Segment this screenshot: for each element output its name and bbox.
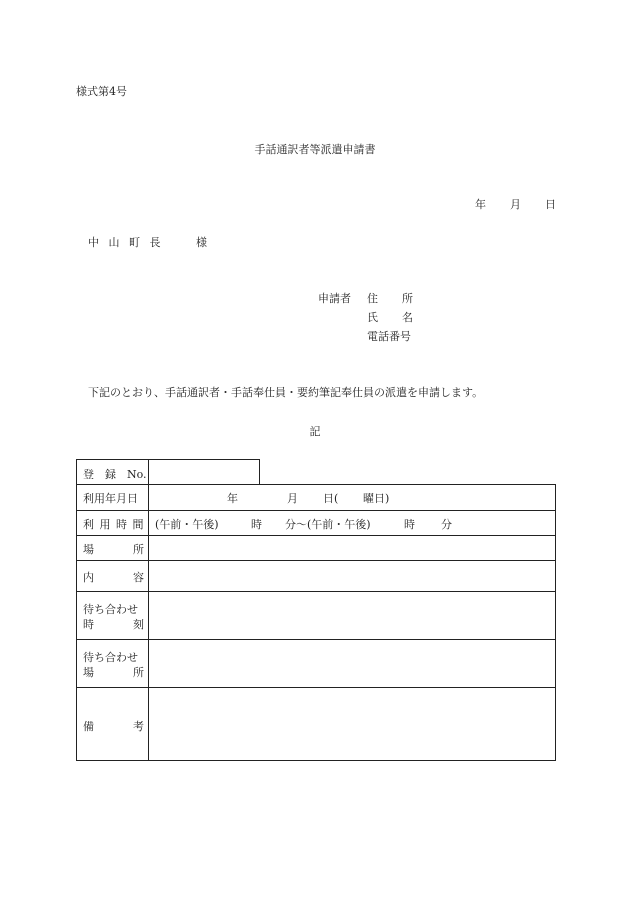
- row-usage-time: [77, 510, 555, 536]
- phone-label: 電話番号: [367, 330, 411, 343]
- meeting-time-label-cell: [77, 592, 149, 640]
- usage-date-label-cell: [77, 485, 149, 510]
- address-label-1: 住: [367, 292, 378, 305]
- place-label-1: 場: [83, 543, 94, 556]
- usage-date-field[interactable]: [149, 485, 555, 510]
- notes-label-cell: [77, 688, 149, 761]
- form-number: 様式第4号: [76, 85, 127, 98]
- registration-number-field[interactable]: [149, 460, 259, 484]
- row-meeting-place: [77, 639, 555, 688]
- applicant-label: 申請者: [318, 292, 351, 305]
- meeting-time-field[interactable]: [149, 592, 555, 640]
- usage-time-min-end: 分: [441, 518, 452, 531]
- row-meeting-time: [77, 591, 555, 640]
- name-label-2: 名: [402, 311, 413, 324]
- name-label-1: 氏: [367, 311, 378, 324]
- request-table: [76, 484, 556, 761]
- place-label-2: 所: [133, 543, 144, 556]
- document-title: 手話通訳者等派遣申請書: [254, 143, 376, 156]
- ki-heading: 記: [309, 425, 321, 438]
- recipient-suffix: 様: [196, 236, 207, 249]
- row-place: [77, 535, 555, 561]
- row-usage-date: [77, 485, 555, 510]
- content-label-cell: [77, 561, 149, 592]
- registration-box: [76, 459, 260, 484]
- meeting-time-label-1: 待ち合わせ: [83, 603, 138, 616]
- usage-time-field[interactable]: [149, 511, 555, 536]
- intro-text: 下記のとおり、手話通訳者・手話奉仕員・要約筆記奉仕員の派遣を申請します。: [88, 386, 484, 399]
- meeting-place-label-cell: [77, 640, 149, 688]
- notes-label-2: 考: [133, 720, 144, 733]
- usage-date-weekday: 曜日): [363, 492, 390, 505]
- notes-field[interactable]: [149, 688, 555, 761]
- usage-time-hour-start: 時: [251, 518, 262, 531]
- meeting-time-label-3: 刻: [133, 618, 144, 631]
- usage-date-month: 月: [287, 492, 298, 505]
- usage-date-year: 年: [227, 492, 238, 505]
- place-label-cell: [77, 536, 149, 561]
- place-field[interactable]: [149, 536, 555, 561]
- content-field[interactable]: [149, 561, 555, 592]
- date-day: 日: [545, 198, 556, 211]
- date-month: 月: [510, 198, 521, 211]
- notes-label-1: 備: [83, 720, 94, 733]
- registration-label-cell: [77, 460, 149, 485]
- meeting-place-label-3: 所: [133, 666, 144, 679]
- address-label-2: 所: [402, 292, 413, 305]
- row-content: [77, 560, 555, 592]
- meeting-time-label-2: 時: [83, 618, 94, 631]
- content-label-1: 内: [83, 571, 94, 584]
- usage-time-label: 利 用 時 間: [83, 518, 145, 531]
- usage-time-ampm-start: (午前・午後): [155, 518, 219, 531]
- usage-time-min-start: 分～(午前・午後): [285, 518, 371, 531]
- date-year: 年: [475, 198, 486, 211]
- usage-date-day: 日(: [323, 492, 339, 505]
- usage-time-hour-end: 時: [404, 518, 415, 531]
- content-label-2: 容: [133, 571, 144, 584]
- meeting-place-field[interactable]: [149, 640, 555, 688]
- meeting-place-label-1: 待ち合わせ: [83, 651, 138, 664]
- meeting-place-label-2: 場: [83, 666, 94, 679]
- recipient: 中 山 町 長: [88, 236, 164, 249]
- usage-date-label: 利用年月日: [83, 492, 138, 505]
- usage-time-label-cell: [77, 511, 149, 536]
- row-notes: [77, 687, 555, 761]
- registration-label: 登 録 No.: [83, 468, 147, 481]
